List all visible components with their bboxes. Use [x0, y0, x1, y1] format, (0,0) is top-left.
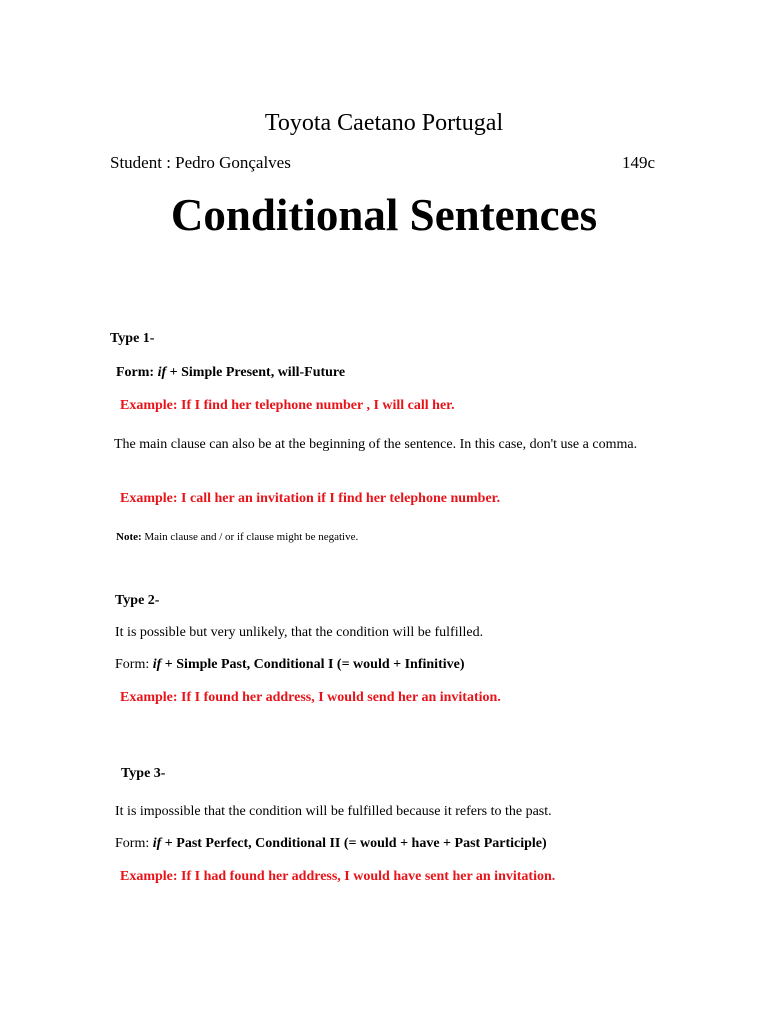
type3-form-prefix: Form:: [115, 836, 153, 851]
document-title: Conditional Sentences: [170, 190, 598, 240]
type1-form-prefix: Form:: [116, 365, 158, 380]
type1-form: [116, 365, 345, 381]
type3-example: Example: If I had found her address, I would have sent her an invitation.: [120, 869, 556, 884]
type3-form-if: if: [152, 836, 162, 851]
note-label: Note:: [116, 531, 142, 543]
type2-body: It is possible but very unlikely, that the condition will be fulfilled.: [115, 625, 484, 640]
type2-form-rest: + Simple Past, Conditional I (= would + Infinitive): [161, 657, 465, 672]
note-text: Main clause and / or if clause might be negative.: [141, 531, 359, 543]
type3-heading: Type 3-: [121, 766, 166, 781]
type3-body: It is impossible that the condition will be fulfilled because it refers to the past.: [115, 804, 552, 819]
company-name: Toyota Caetano Portugal: [264, 110, 504, 136]
type2-form: [115, 657, 465, 673]
type2-form-prefix: Form:: [115, 657, 153, 672]
type3-form: [115, 836, 547, 852]
type2-example: Example: If I found her address, I would send her an invitation.: [120, 690, 501, 705]
student-name: Student : Pedro Gonçalves: [110, 153, 291, 172]
type1-heading: Type 1-: [110, 331, 155, 346]
type1-form-if: if: [157, 365, 167, 380]
type1-example-1: Example: If I find her telephone number , I will call her.: [120, 398, 455, 413]
type1-form-rest: + Simple Present, will-Future: [166, 365, 346, 380]
type1-example-2: Example: I call her an invitation if I find her telephone number.: [120, 491, 501, 506]
type1-note: [116, 531, 358, 543]
type2-form-if: if: [152, 657, 162, 672]
type2-heading: Type 2-: [115, 593, 160, 608]
class-code: 149c: [622, 153, 656, 172]
type1-body: The main clause can also be at the beginning of the sentence. In this case, don't use a comma.: [114, 437, 638, 452]
type3-form-rest: + Past Perfect, Conditional II (= would + have + Past Participle): [161, 836, 547, 851]
